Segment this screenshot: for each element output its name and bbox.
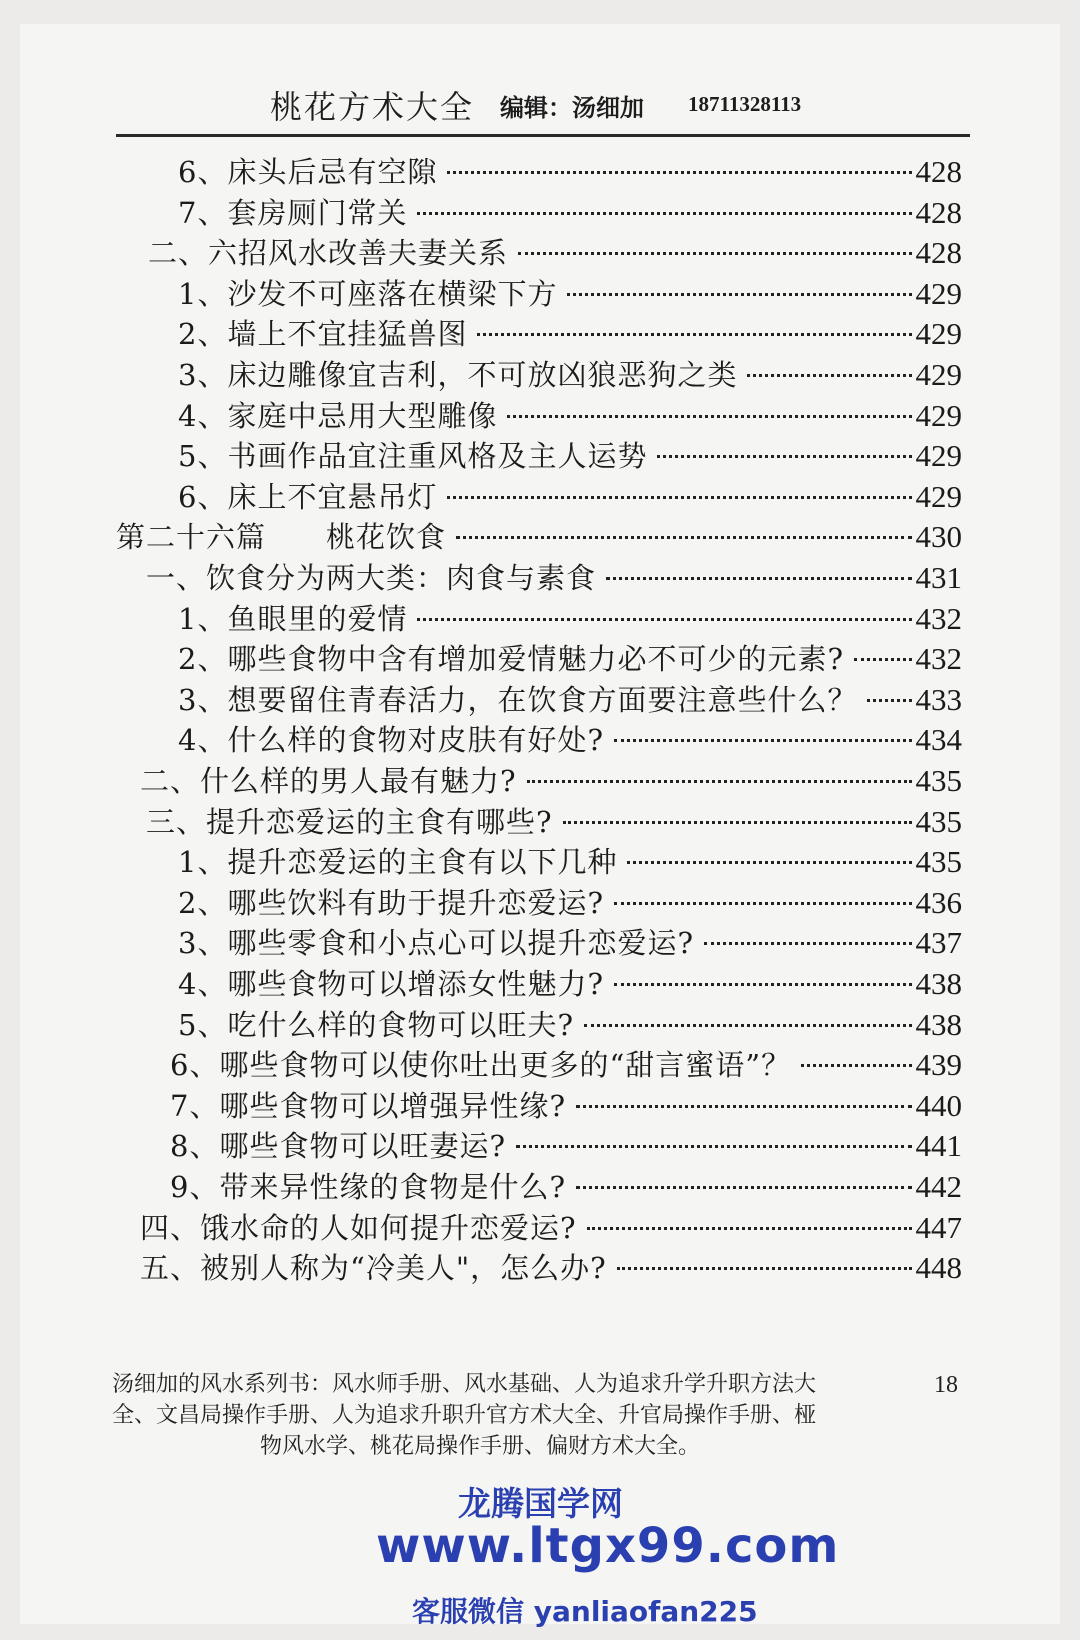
- footer-line-2: 全、文昌局操作手册、人为追求升职升官方术大全、升官局操作手册、桠: [112, 1403, 817, 1428]
- watermark-site-name: 龙腾国学网: [458, 1484, 623, 1523]
- toc-entry-label: 2、墙上不宜挂猛兽图: [178, 317, 468, 352]
- toc-dot-leader: [518, 252, 911, 255]
- toc-entry: [178, 881, 962, 923]
- toc-entry-label: 3、想要留住青春活力，在饮食方面要注意些什么？: [178, 682, 858, 717]
- toc-entry: [178, 475, 962, 517]
- toc-entry-label: 五、被别人称为“冷美人"，怎么办?: [140, 1251, 607, 1286]
- toc-entry-page: 429: [915, 397, 962, 433]
- toc-entry-label: 1、沙发不可座落在横梁下方: [178, 276, 558, 311]
- toc-entry-label: 4、家庭中忌用大型雕像: [178, 398, 498, 433]
- toc-dot-leader: [447, 171, 911, 174]
- toc-entry-label: 3、哪些零食和小点心可以提升恋爱运?: [178, 926, 694, 961]
- toc-entry-page: 428: [915, 235, 962, 271]
- toc-entry-page: 434: [915, 722, 962, 758]
- toc-entry-page: 429: [915, 438, 962, 474]
- toc-dot-leader: [507, 415, 911, 418]
- toc-entry-label: 6、床上不宜悬吊灯: [178, 479, 438, 514]
- toc-entry-label: 6、床头后忌有空隙: [178, 155, 438, 189]
- toc-dot-leader: [657, 455, 911, 458]
- editor-phone: 18711328113: [688, 92, 802, 116]
- footer-line-1: 汤细加的风水系列书：风水师手册、风水基础、人为追求升学升职方法大: [112, 1372, 817, 1397]
- toc-entry-page: 430: [915, 519, 962, 555]
- toc-dot-leader: [587, 1227, 912, 1230]
- toc-entry: [146, 800, 962, 842]
- toc-entry-label: 第二十六篇 桃花饮食: [116, 520, 447, 555]
- toc-entry: [140, 759, 962, 801]
- toc-entry-page: 428: [915, 194, 962, 230]
- toc-entry-page: 447: [915, 1209, 962, 1245]
- toc-dot-leader: [801, 1064, 911, 1067]
- toc-entry: [178, 394, 962, 436]
- toc-entry-label: 8、哪些食物可以旺妻运?: [170, 1129, 506, 1164]
- toc-entry-page: 439: [915, 1047, 962, 1083]
- toc-entry-page: 436: [915, 884, 962, 920]
- toc-dot-leader: [567, 293, 911, 296]
- toc-dot-leader: [527, 780, 912, 783]
- toc-dot-leader: [584, 1024, 912, 1027]
- toc-entry-page: 435: [915, 763, 962, 798]
- toc-entry-label: 5、吃什么样的食物可以旺夫?: [178, 1007, 574, 1042]
- toc-entry-page: 432: [915, 641, 962, 677]
- toc-entry-label: 4、哪些食物可以增添女性魅力?: [178, 967, 604, 1001]
- toc-entry-label: 四、饿水命的人如何提升恋爱运?: [140, 1210, 577, 1245]
- toc-entry: [178, 678, 962, 720]
- toc-entry: [178, 718, 962, 760]
- toc-entry-label: 一、饮食分为两大类：肉食与素食: [146, 561, 597, 595]
- toc-entry-label: 2、哪些饮料有助于提升恋爱运?: [178, 885, 604, 920]
- watermark-wechat: 客服微信 yanliaofan225: [412, 1595, 758, 1628]
- toc-dot-leader: [606, 577, 911, 580]
- toc-entry-label: 9、带来异性缘的食物是什么?: [170, 1170, 566, 1204]
- toc-entry: [146, 556, 962, 598]
- toc-dot-leader: [456, 536, 911, 539]
- toc-entry-page: 438: [915, 966, 962, 1001]
- toc-dot-leader: [614, 902, 912, 905]
- toc-entry-label: 7、哪些食物可以增强异性缘?: [170, 1088, 566, 1123]
- toc-entry-page: 448: [915, 1250, 962, 1286]
- toc-entry-page: 428: [915, 154, 962, 189]
- toc-entry-label: 3、床边雕像宜吉利，不可放凶狼恶狗之类: [178, 358, 738, 392]
- toc-entry-label: 二、什么样的男人最有魅力?: [140, 764, 517, 798]
- toc-entry: [178, 434, 962, 476]
- toc-entry-page: 435: [915, 803, 962, 839]
- editor-credit: 编辑：汤细加: [500, 94, 644, 122]
- toc-entry: [170, 1124, 962, 1166]
- toc-dot-leader: [447, 496, 911, 499]
- toc-entry: [140, 1206, 962, 1248]
- toc-dot-leader: [614, 983, 912, 986]
- toc-dot-leader: [854, 658, 912, 661]
- toc-entry-label: 1、提升恋爱运的主食有以下几种: [178, 845, 618, 880]
- toc-entry-page: 429: [915, 357, 962, 392]
- toc-entry-page: 441: [915, 1128, 962, 1164]
- toc-entry: [178, 597, 962, 639]
- toc-entry: [178, 353, 962, 395]
- toc-entry: [178, 840, 962, 882]
- toc-dot-leader: [614, 739, 912, 742]
- toc-dot-leader: [477, 333, 911, 336]
- toc-entry-page: 431: [915, 560, 962, 595]
- toc-dot-leader: [747, 374, 911, 377]
- toc-entry-label: 4、什么样的食物对皮肤有好处?: [178, 723, 604, 758]
- toc-entry: [170, 1165, 962, 1207]
- toc-entry: [116, 515, 962, 557]
- toc-entry-page: 437: [915, 925, 962, 961]
- footer-line-3: 物风水学、桃花局操作手册、偏财方术大全。: [260, 1434, 701, 1459]
- toc-entry-label: 1、鱼眼里的爱情: [178, 601, 408, 636]
- toc-entry-page: 429: [915, 316, 962, 352]
- toc-entry-label: 2、哪些食物中含有增加爱情魅力必不可少的元素?: [178, 642, 844, 677]
- toc-entry: [178, 637, 962, 679]
- header-rule: [116, 134, 970, 137]
- toc-entry-page: 435: [915, 844, 962, 880]
- toc-dot-leader: [867, 699, 911, 702]
- toc-dot-leader: [704, 942, 912, 945]
- toc-entry-page: 440: [915, 1087, 962, 1123]
- toc-entry: [178, 962, 962, 1004]
- toc-entry-label: 5、书画作品宜注重风格及主人运势: [178, 439, 648, 474]
- running-header: [270, 82, 830, 132]
- toc-entry-label: 6、哪些食物可以使你吐出更多的“甜言蜜语”？: [170, 1048, 792, 1083]
- toc-entry: [178, 1003, 962, 1045]
- toc-entry-page: 438: [915, 1006, 962, 1042]
- toc-entry-label: 二、六招风水改善夫妻关系: [148, 236, 509, 271]
- toc-dot-leader: [627, 861, 911, 864]
- toc-entry-page: 433: [915, 681, 962, 717]
- toc-entry-page: 429: [915, 275, 962, 311]
- toc-dot-leader: [563, 821, 912, 824]
- toc-entry: [148, 231, 962, 273]
- toc-entry: [178, 150, 962, 192]
- toc-entry-label: 三、提升恋爱运的主食有哪些?: [146, 804, 553, 839]
- toc-entry-page: 429: [915, 478, 962, 514]
- toc-entry: [170, 1084, 962, 1126]
- toc-entry: [178, 312, 962, 354]
- toc-dot-leader: [417, 618, 911, 621]
- toc-entry: [178, 272, 962, 314]
- toc-dot-leader: [516, 1145, 912, 1148]
- toc-entry-page: 442: [915, 1169, 962, 1204]
- toc-entry: [178, 921, 962, 963]
- page-number: 18: [934, 1372, 958, 1398]
- toc-entry: [178, 191, 962, 233]
- watermark-url: www.ltgx99.com: [376, 1518, 840, 1574]
- toc-dot-leader: [576, 1186, 912, 1189]
- toc-dot-leader: [576, 1105, 912, 1108]
- toc-entry: [140, 1246, 962, 1288]
- toc-dot-leader: [417, 212, 911, 215]
- toc-dot-leader: [617, 1267, 912, 1270]
- toc-entry: [170, 1043, 962, 1085]
- book-title: 桃花方术大全: [270, 88, 475, 126]
- toc-entry-label: 7、套房厕门常关: [178, 195, 408, 230]
- toc-entry-page: 432: [915, 600, 962, 636]
